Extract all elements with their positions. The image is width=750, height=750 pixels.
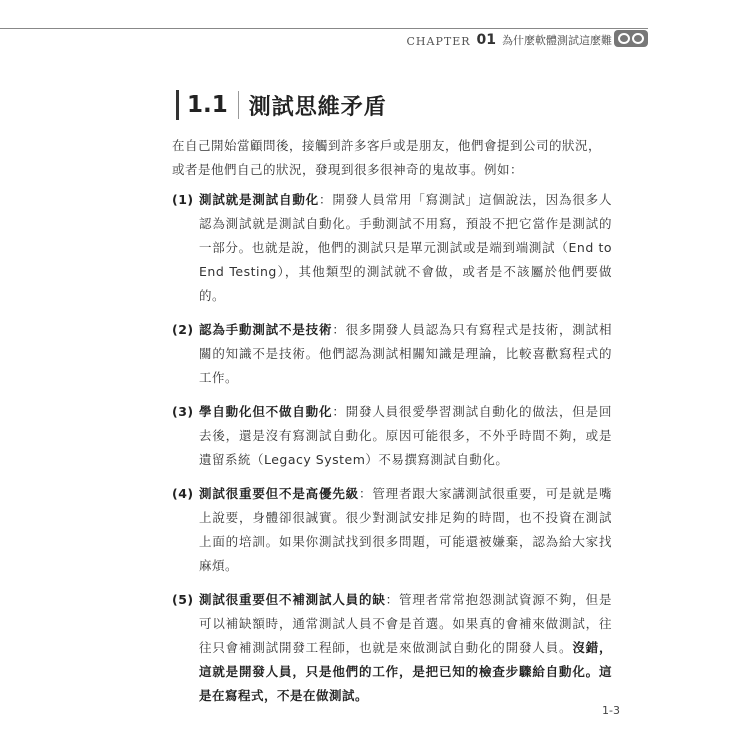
item-lead: 認為手動測試不是技術 [199, 322, 333, 337]
item-text: ：很多開發人員認為只有寫程式是技術，測試相關的知識不是技術。他們認為測試相關知識是理論，比較喜歡寫程式的工作。 [199, 322, 612, 385]
item-text: ：開發人員很愛學習測試自動化的做法，但是回去後，還是沒有寫測試自動化。原因可能很多，不外乎時間不夠，或是遺留系統（Legacy System）不易撰寫測試自動化。 [199, 404, 612, 467]
section-bar [176, 90, 179, 120]
item-lead: 學自動化但不做自動化 [199, 404, 333, 419]
chapter-emblem-icon [614, 30, 648, 47]
page-number: 1-3 [602, 704, 620, 717]
item-number: (4) [172, 486, 194, 501]
item-number: (5) [172, 592, 194, 607]
item-lead: 測試就是測試自動化 [199, 192, 319, 207]
chapter-title: 為什麼軟體測試這麼難 [502, 34, 612, 47]
section-divider [238, 91, 239, 119]
list-item [172, 482, 612, 578]
list-item [172, 400, 612, 472]
list-item [172, 188, 612, 308]
section-heading [176, 90, 387, 120]
item-text: ：管理者常常抱怨測試資源不夠，但是可以補缺額時，通常測試人員不會是首選。如果真的會補來做測試，往往只會補測試開發工程師，也就是來做測試自動化的開發人員。 [199, 592, 612, 655]
item-number: (3) [172, 404, 194, 419]
chapter-label: CHAPTER [406, 35, 471, 48]
list-item [172, 318, 612, 390]
item-text: ：管理者跟大家講測試很重要，可是就是嘴上說要，身體卻很誠實。很少對測試安排足夠的時間，也不投資在測試上面的培訓。如果你測試找到很多問題，可能還被嫌棄，認為給大家找麻煩。 [199, 486, 612, 573]
section-title: 測試思維矛盾 [248, 94, 387, 120]
chapter-number: 01 [476, 32, 496, 48]
item-list [172, 188, 612, 708]
item-lead: 測試很重要但不是高優先級 [199, 486, 359, 501]
section-number: 1.1 [187, 92, 228, 118]
running-header [407, 28, 613, 48]
list-item [172, 588, 612, 708]
header-rule-end [612, 28, 648, 29]
item-number: (1) [172, 192, 194, 207]
item-number: (2) [172, 322, 194, 337]
item-text: ：開發人員常用「寫測試」這個說法，因為很多人認為測試就是測試自動化。手動測試不用寫，預設不把它當作是測試的一部分。也就是說，他們的測試只是單元測試或是端到端測試（End to End Testing），其他類型的測試就不會做，或者是不該屬於他們要做的。 [199, 192, 612, 303]
intro-paragraph: 在自己開始當顧問後，接觸到許多客戶或是朋友，他們會提到公司的狀況，或者是他們自己的狀況，發現到很多很神奇的鬼故事。例如： [172, 138, 602, 177]
item-emphasis: 沒錯，這就是開發人員，只是他們的工作，是把已知的檢查步驟給自動化。這是在寫程式，不是在做測試。 [199, 640, 612, 703]
item-lead: 測試很重要但不補測試人員的缺 [199, 592, 386, 607]
